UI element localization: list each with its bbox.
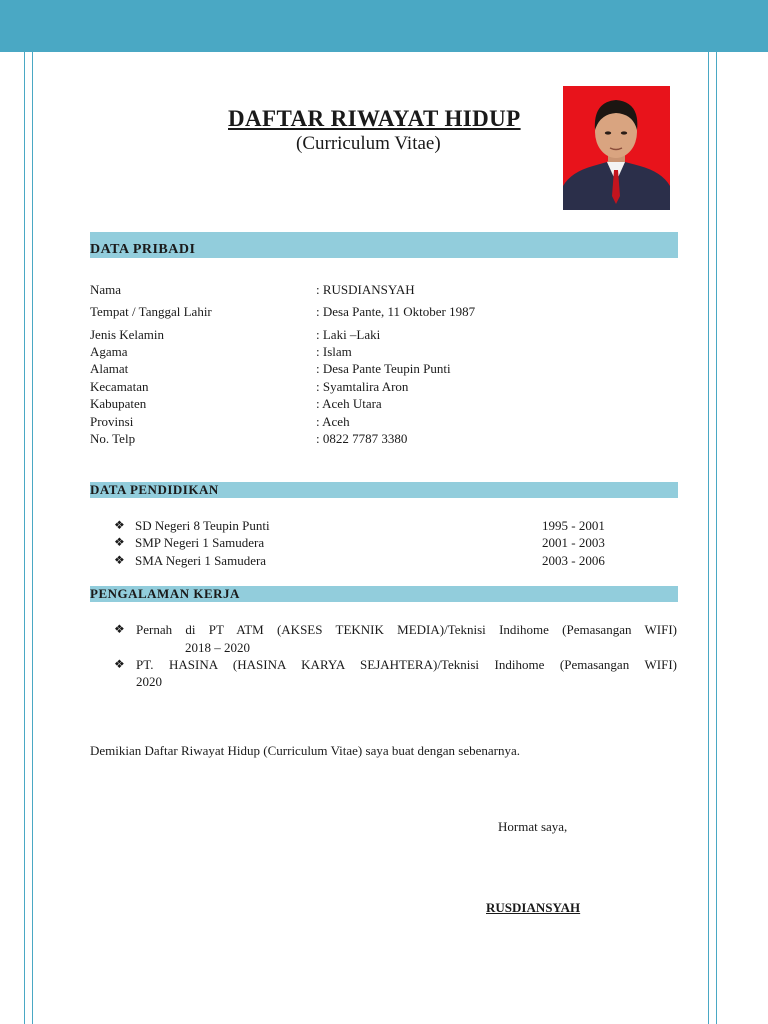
work-experience-period: 2020 <box>136 674 162 689</box>
diamond-bullet-icon: ❖ <box>114 622 125 636</box>
document-title: DAFTAR RIWAYAT HIDUP <box>228 106 521 131</box>
profile-photo <box>563 86 670 210</box>
section-header-education: DATA PENDIDIKAN <box>90 482 678 498</box>
value-regency: : Aceh Utara <box>316 396 382 411</box>
value-name: : RUSDIANSYAH <box>316 282 415 297</box>
diamond-bullet-icon: ❖ <box>114 518 125 532</box>
education-years: 2003 - 2006 <box>542 553 605 568</box>
diamond-bullet-icon: ❖ <box>114 535 125 549</box>
right-border-outer <box>716 52 717 1024</box>
label-gender: Jenis Kelamin <box>90 327 165 342</box>
education-years: 2001 - 2003 <box>542 535 605 550</box>
signature-name: RUSDIANSYAH <box>486 900 581 915</box>
value-religion: : Islam <box>316 344 352 359</box>
label-phone: No. Telp <box>90 431 136 446</box>
label-regency: Kabupaten <box>90 396 147 411</box>
label-province: Provinsi <box>90 414 134 429</box>
diamond-bullet-icon: ❖ <box>114 553 125 567</box>
label-religion: Agama <box>90 344 128 359</box>
signoff-text: Hormat saya, <box>498 819 568 834</box>
left-border-inner <box>32 52 33 1024</box>
label-district: Kecamatan <box>90 379 149 394</box>
value-address: : Desa Pante Teupin Punti <box>316 361 451 376</box>
education-school: SMA Negeri 1 Samudera <box>135 553 267 568</box>
work-experience-period: 2018 – 2020 <box>185 640 250 655</box>
label-name: Nama <box>90 282 122 297</box>
value-birth: : Desa Pante, 11 Oktober 1987 <box>316 304 476 319</box>
education-school: SMP Negeri 1 Samudera <box>135 535 265 550</box>
top-banner <box>0 0 768 52</box>
education-years: 1995 - 2001 <box>542 518 605 533</box>
closing-statement: Demikian Daftar Riwayat Hidup (Curriculum Vitae) saya buat dengan sebenarnya. <box>90 743 521 758</box>
education-school: SD Negeri 8 Teupin Punti <box>135 518 270 533</box>
label-address: Alamat <box>90 361 129 376</box>
left-border-outer <box>24 52 25 1024</box>
section-header-work: PENGALAMAN KERJA <box>90 586 678 602</box>
value-gender: : Laki –Laki <box>316 327 381 342</box>
value-phone: : 0822 7787 3380 <box>316 431 408 446</box>
label-birth: Tempat / Tanggal Lahir <box>90 304 212 319</box>
work-experience-description: Pernah di PT ATM (AKSES TEKNIK MEDIA)/Teknisi Indihome (Pemasangan WIFI) <box>136 622 677 637</box>
portrait-image <box>563 86 670 210</box>
document-subtitle: (Curriculum Vitae) <box>296 133 441 154</box>
work-experience-description: PT. HASINA (HASINA KARYA SEJAHTERA)/Teknisi Indihome (Pemasangan WIFI) <box>136 657 677 672</box>
right-border-inner <box>708 52 709 1024</box>
value-district: : Syamtalira Aron <box>316 379 409 394</box>
section-header-personal: DATA PRIBADI <box>90 232 678 258</box>
value-province: : Aceh <box>316 414 350 429</box>
diamond-bullet-icon: ❖ <box>114 657 125 671</box>
